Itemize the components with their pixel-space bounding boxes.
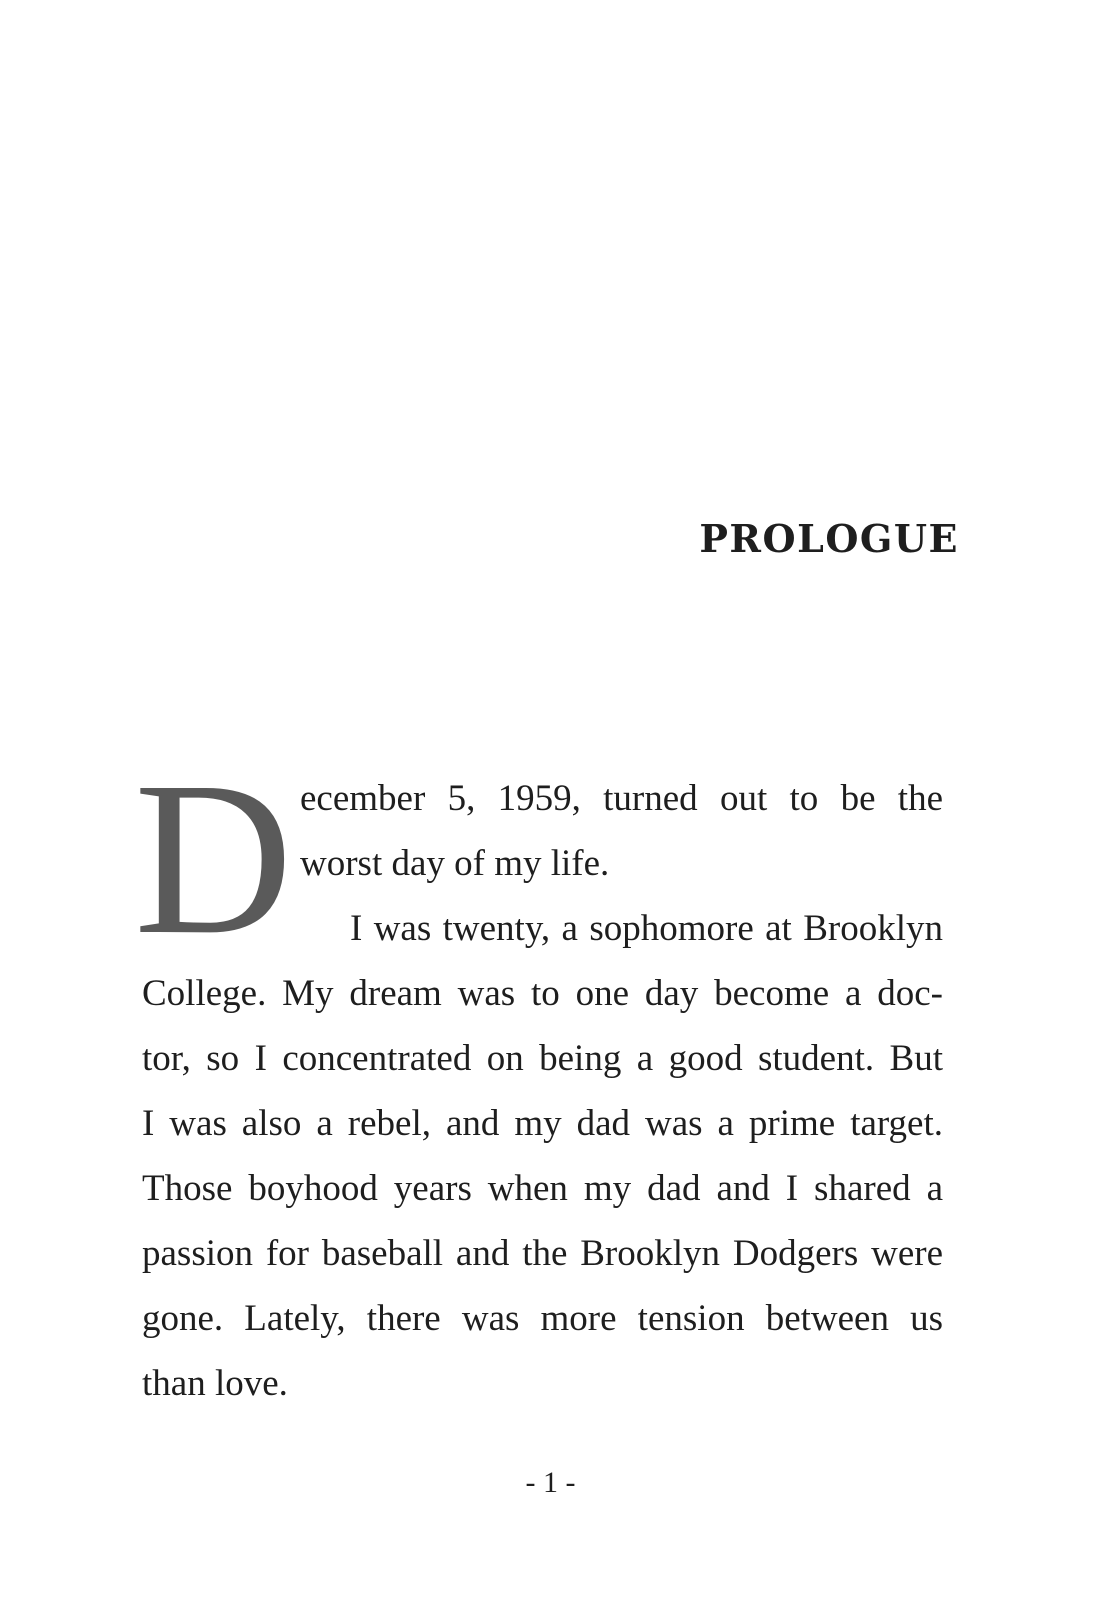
- text-line: tor, so I concentrated on being a good student. But: [142, 1038, 943, 1079]
- chapter-heading: PROLOGUE: [699, 516, 959, 561]
- text-line: passion for baseball and the Brooklyn Dodgers were: [142, 1233, 943, 1274]
- text-line: than love.: [142, 1363, 288, 1404]
- text-line: College. My dream was to one day become a doc-: [142, 973, 943, 1014]
- text-line: I was twenty, a sophomore at Brooklyn: [350, 908, 943, 949]
- text-line: I was also a rebel, and my dad was a prime target.: [142, 1103, 943, 1144]
- text-line: Those boyhood years when my dad and I shared a: [142, 1168, 943, 1209]
- drop-cap-letter: D: [134, 736, 293, 980]
- text-line: worst day of my life.: [300, 843, 610, 884]
- text-line: gone. Lately, there was more tension between us: [142, 1298, 943, 1339]
- text-line: ecember 5, 1959, turned out to be the: [300, 778, 943, 819]
- page-number: - 1 -: [525, 1466, 576, 1499]
